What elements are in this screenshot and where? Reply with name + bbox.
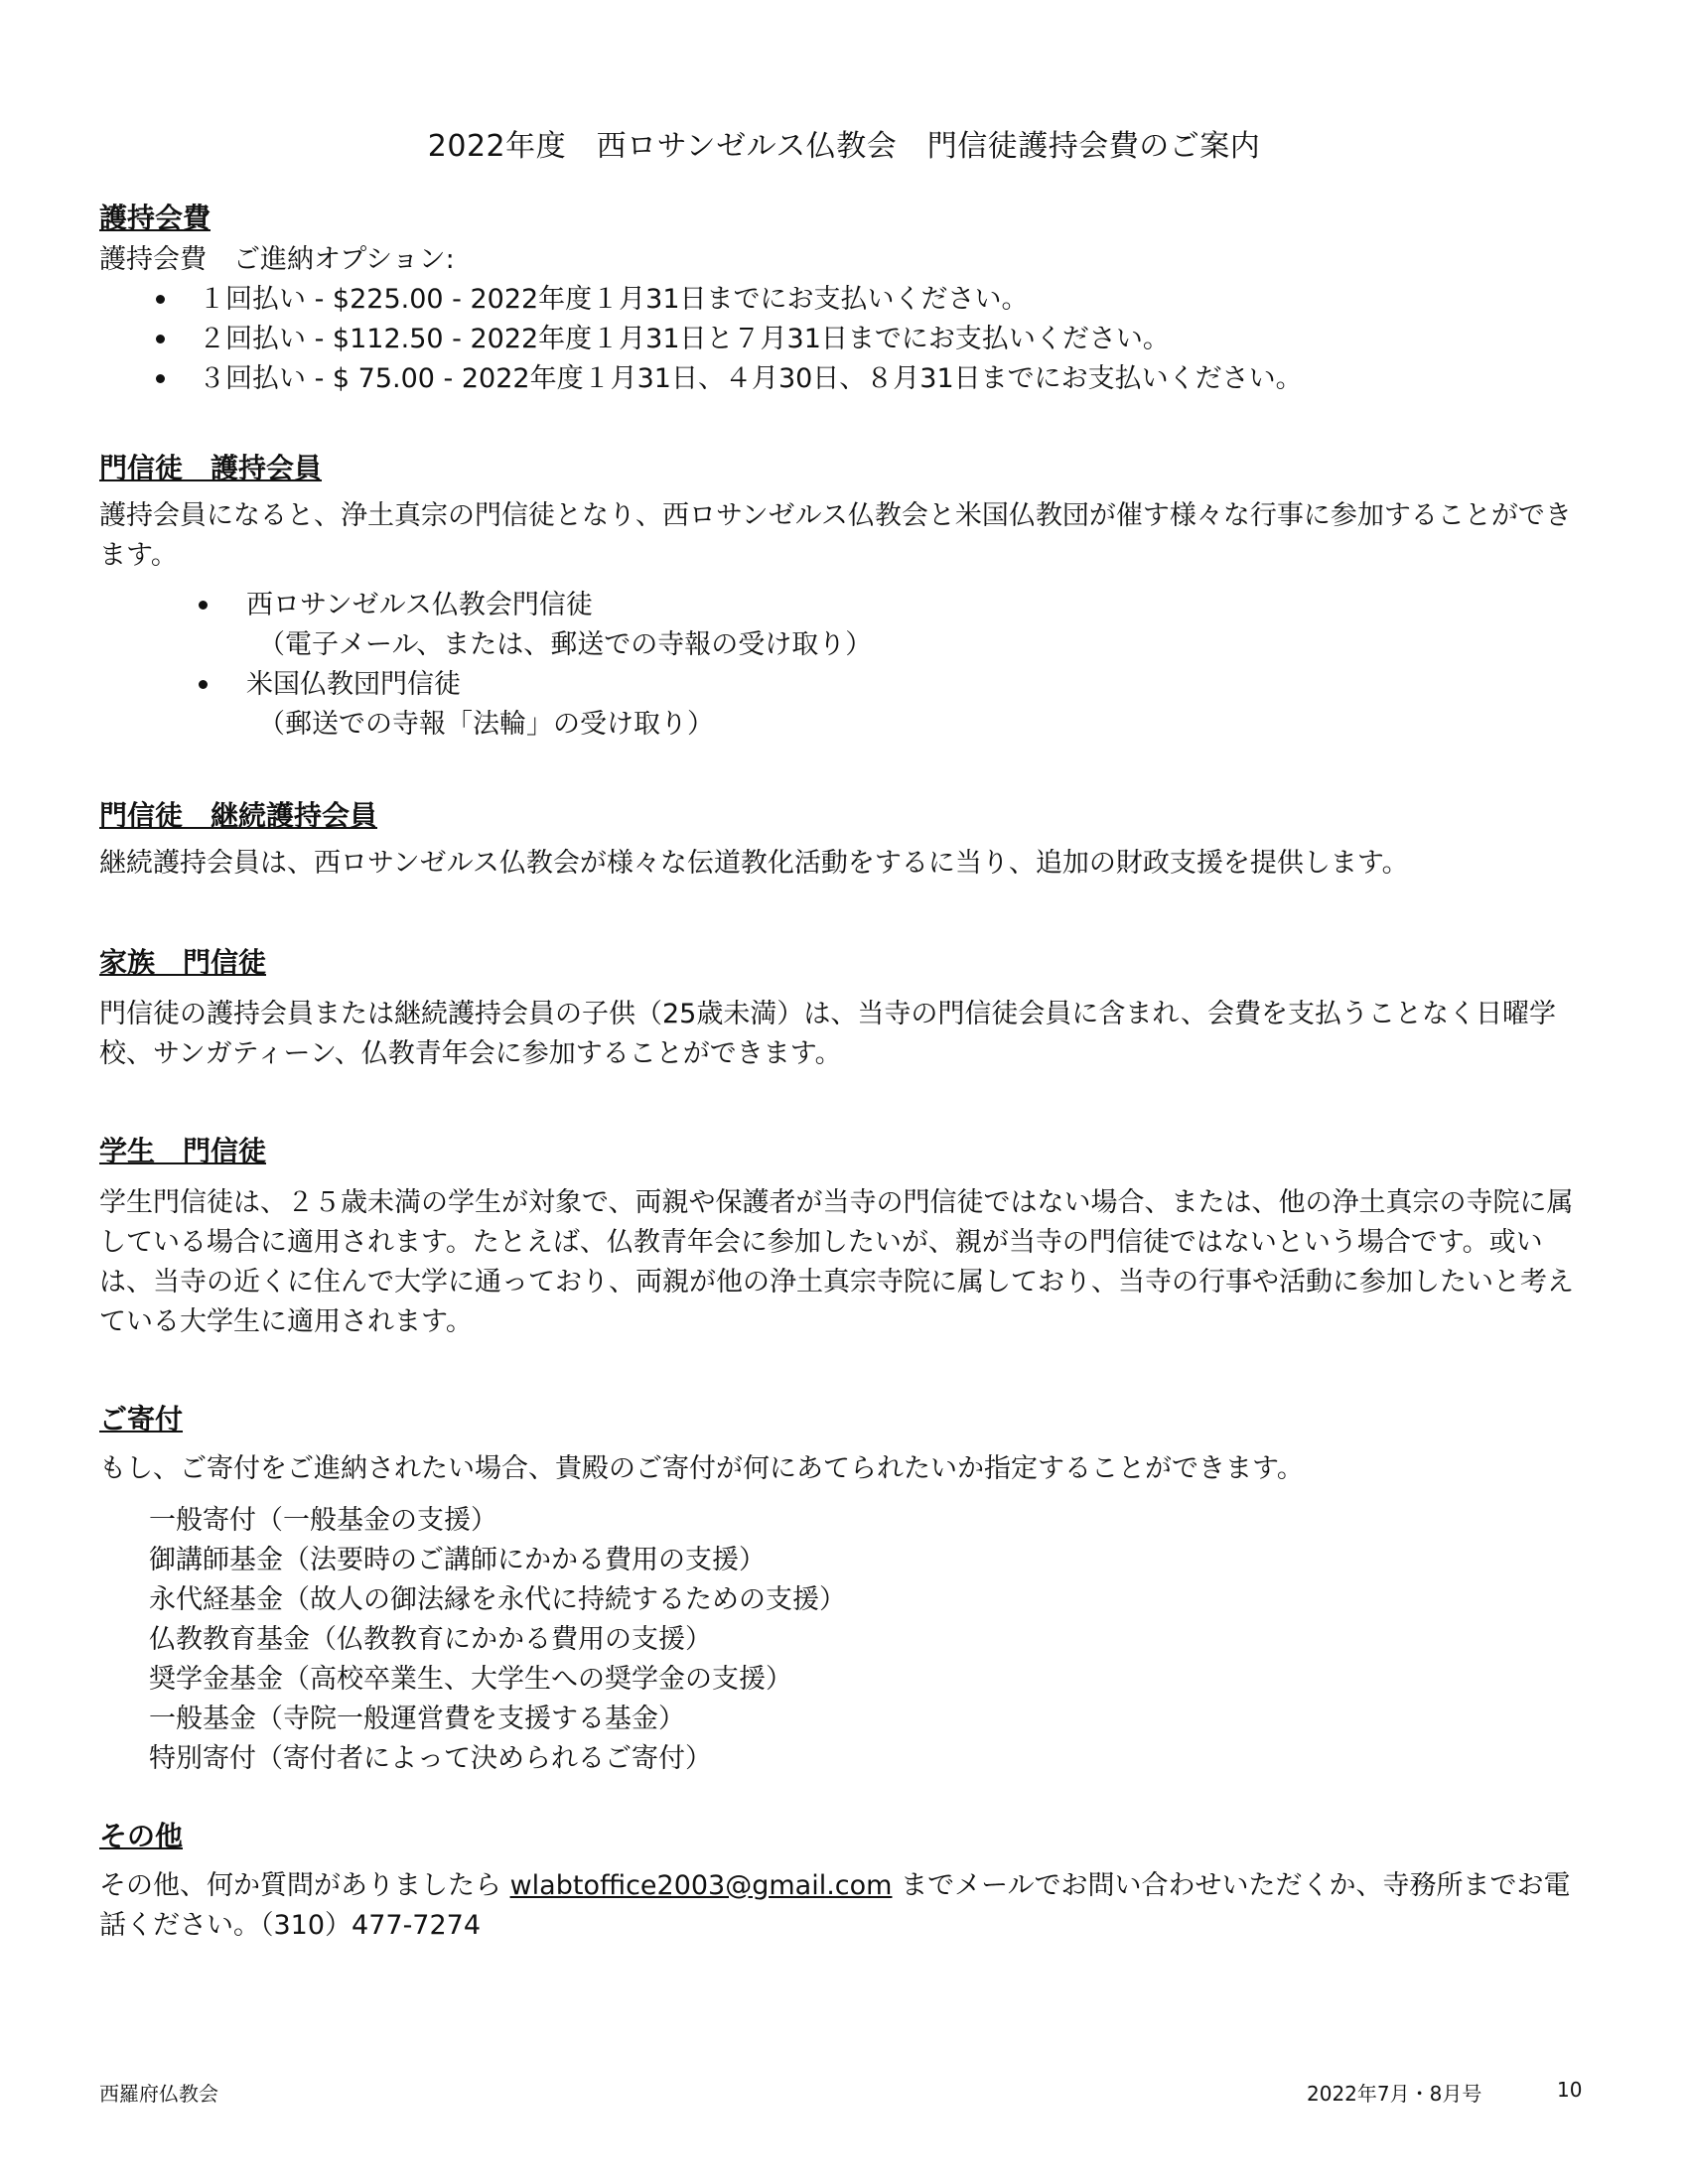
dues-section xyxy=(99,199,1589,399)
footer-org: 西羅府仏教会 xyxy=(99,2082,218,2106)
donation-fund: 特別寄付（寄付者によって決められるご寄付） xyxy=(149,1743,712,1774)
sustaining-text: 護持会員になると、浄土真宗の門信徒となり、西ロサンゼルス仏教会と米国仏教団が催す様々な行事に参加することができます。 xyxy=(99,500,1572,571)
other-heading: その他 xyxy=(99,1820,184,1852)
student-section xyxy=(99,1132,1589,1342)
continuing-heading: 門信徒 継続護持会員 xyxy=(99,799,378,832)
footer-issue: 2022年7月・8月号 xyxy=(1307,2082,1482,2106)
sustaining-heading: 門信徒 護持会員 xyxy=(99,452,323,484)
donation-fund: 仏教教育基金（仏教教育にかかる費用の支援） xyxy=(149,1624,712,1655)
sustaining-item: 西ロサンゼルス仏教会門信徒 （電子メール、または、郵送での寺報の受け取り） xyxy=(99,586,1589,665)
sustaining-item: 米国仏教団門信徒 （郵送での寺報「法輪」の受け取り） xyxy=(99,665,1589,745)
bullet-icon xyxy=(156,295,165,304)
sustaining-section xyxy=(99,449,1589,745)
bullet-icon xyxy=(199,680,208,689)
donation-fund: 一般基金（寺院一般運営費を支援する基金） xyxy=(149,1704,685,1734)
student-heading: 学生 門信徒 xyxy=(99,1135,267,1167)
dues-heading: 護持会費 xyxy=(99,202,211,234)
continuing-text: 継続護持会員は、西ロサンゼルス仏教会が様々な伝道教化活動をするに当り、追加の財政支援を提供します。 xyxy=(99,848,1409,879)
continuing-section xyxy=(99,796,1589,884)
donation-heading: ご寄付 xyxy=(99,1403,184,1435)
sustaining-items xyxy=(99,586,1589,745)
family-heading: 家族 門信徒 xyxy=(99,946,267,979)
page-title: 2022年度 西ロサンゼルス仏教会 門信徒護持会費のご案内 xyxy=(427,129,1261,164)
family-section xyxy=(99,943,1589,1074)
dues-intro: 護持会費 ご進納オプション: xyxy=(99,244,455,275)
dues-option: ２回払い - $112.50 - 2022年度１月31日と７月31日までにお支払いください。 xyxy=(99,320,1589,359)
footer-page-number: 10 xyxy=(1557,2078,1583,2102)
other-section xyxy=(99,1817,1589,1946)
bullet-icon xyxy=(199,601,208,610)
student-text: 学生門信徒は、２５歳未満の学生が対象で、両親や保護者が当寺の門信徒ではない場合、または、他の浄土真宗の寺院に属している場合に適用されます。たとえば、仏教青年会に参加したいが、親が当寺の門信徒ではないという場合です。或いは、当寺の近くに住んで大学に通っており、両親が他の浄土真宗寺院に属しており、当寺の行事や活動に参加したいと考えている大学生に適用されます。 xyxy=(99,1187,1574,1337)
donation-text: もし、ご寄付をご進納されたい場合、貴殿のご寄付が何にあてられたいか指定することができます。 xyxy=(99,1453,1304,1484)
bullet-icon xyxy=(156,335,165,343)
donation-fund: 一般寄付（一般基金の支援） xyxy=(149,1505,497,1536)
dues-option: １回払い - $225.00 - 2022年度１月31日までにお支払いください。 xyxy=(99,280,1589,320)
donation-fund: 永代経基金（故人の御法縁を永代に持続するための支援） xyxy=(149,1584,846,1615)
dues-options xyxy=(99,280,1589,399)
donation-fund: 奨学金基金（高校卒業生、大学生への奨学金の支援） xyxy=(149,1664,792,1695)
bullet-icon xyxy=(156,374,165,383)
other-text: その他、何か質問がありましたら wlabtoffice2003@gmail.com までメールでお問い合わせいただくか、寺務所までお電話ください。（310）477-7274 xyxy=(99,1870,1571,1941)
dues-option: ３回払い - $ 75.00 - 2022年度１月31日、４月30日、８月31日までにお支払いください。 xyxy=(99,359,1589,399)
email-link[interactable]: wlabtoffice2003@gmail.com xyxy=(509,1870,893,1901)
donation-fund: 御講師基金（法要時のご講師にかかる費用の支援） xyxy=(149,1545,766,1575)
donation-section xyxy=(99,1400,1589,1779)
donation-funds xyxy=(99,1501,1589,1779)
family-text: 門信徒の護持会員または継続護持会員の子供（25歳未満）は、当寺の門信徒会員に含まれ、会費を支払うことなく日曜学校、サンガティーン、仏教青年会に参加することができます。 xyxy=(99,999,1556,1069)
